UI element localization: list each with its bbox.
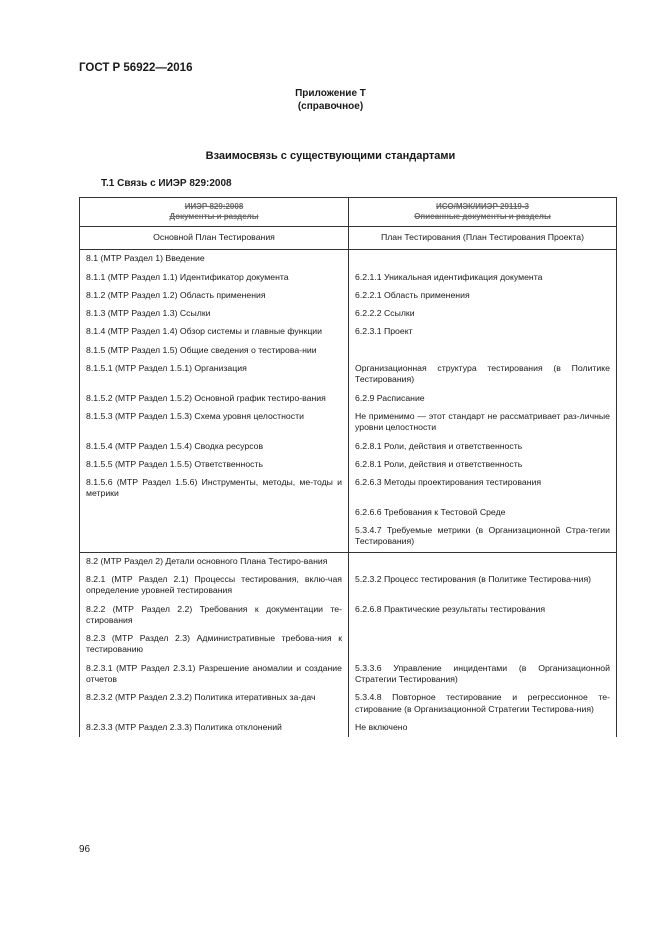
table-row xyxy=(80,342,617,360)
table-row xyxy=(80,504,617,522)
table-cell-right: 5.2.3.2 Процесс тестирования (в Политике Тестирова-ния) xyxy=(349,571,617,601)
table-cell-left: 8.1.5.5 (МТР Раздел 1.5.5) Ответственность xyxy=(80,456,349,474)
table-row xyxy=(80,630,617,660)
table-cell-left: 8.1.5 (МТР Раздел 1.5) Общие сведения о тестирова-нии xyxy=(80,342,349,360)
table-cell-right: 6.2.6.8 Практические результаты тестирования xyxy=(349,601,617,631)
table-cell-left: 8.2.3 (МТР Раздел 2.3) Административные требова-ния к тестированию xyxy=(80,630,349,660)
table-subheader-row xyxy=(80,227,617,250)
table-row xyxy=(80,474,617,504)
table-cell-right: 5.3.4.7 Требуемые метрики (в Организационной Стра-тегии Тестирования) xyxy=(349,522,617,552)
table-cell-left: 8.2.3.3 (МТР Раздел 2.3.3) Политика отклонений xyxy=(80,719,349,737)
table-cell-right: Организационная структура тестирования (в Политике Тестирования) xyxy=(349,360,617,390)
table-cell-left: 8.1.5.4 (МТР Раздел 1.5.4) Сводка ресурсов xyxy=(80,438,349,456)
table-cell-right xyxy=(349,552,617,571)
table-row xyxy=(80,571,617,601)
appendix-title: Приложение Т xyxy=(295,88,366,99)
table-cell-left: 8.2.1 (МТР Раздел 2.1) Процессы тестирования, вклю-чая определение уровней тестирования xyxy=(80,571,349,601)
table-row xyxy=(80,269,617,287)
table-cell-left xyxy=(80,522,349,552)
header-right-line1: ИСО/МЭК/ИИЭР 29119-3 xyxy=(436,202,529,211)
table-cell-left: 8.1.2 (МТР Раздел 1.2) Область применения xyxy=(80,287,349,305)
appendix-subtitle: (справочное) xyxy=(297,101,364,112)
header-right-cell xyxy=(349,198,617,227)
table-cell-right: 6.2.8.1 Роли, действия и ответственность xyxy=(349,456,617,474)
table-cell-left: 8.1.4 (МТР Раздел 1.4) Обзор системы и главные функции xyxy=(80,323,349,341)
table-cell-right: 6.2.2.2 Ссылки xyxy=(349,305,617,323)
subsection-title: Т.1 Связь с ИИЭР 829:2008 xyxy=(101,178,232,189)
table-row xyxy=(80,287,617,305)
table-cell-left: 8.1.1 (МТР Раздел 1.1) Идентификатор документа xyxy=(80,269,349,287)
table-cell-right: 5.3.3.6 Управление инцидентами (в Организационной Стратегии Тестирования) xyxy=(349,660,617,690)
table-cell-right: 6.2.1.1 Уникальная идентификация документа xyxy=(349,269,617,287)
subheader-right-cell: План Тестирования (План Тестирования Проекта) xyxy=(349,227,617,250)
table-cell-right: 6.2.6.3 Методы проектирования тестирования xyxy=(349,474,617,504)
table-cell-left xyxy=(80,504,349,522)
page-number: 96 xyxy=(79,844,91,855)
table-cell-left: 8.1 (МТР Раздел 1) Введение xyxy=(80,250,349,269)
table-cell-left: 8.1.5.1 (МТР Раздел 1.5.1) Организация xyxy=(80,360,349,390)
table-row xyxy=(80,522,617,552)
table-row xyxy=(80,323,617,341)
subheader-left-cell: Основной План Тестирования xyxy=(80,227,349,250)
table-cell-right: Не применимо — этот стандарт не рассматривает раз-личные уровни целостности xyxy=(349,408,617,438)
table-cell-left: 8.1.3 (МТР Раздел 1.3) Ссылки xyxy=(80,305,349,323)
document-code: ГОСТ Р 56922—2016 xyxy=(79,62,193,74)
table-cell-right: 6.2.3.1 Проект xyxy=(349,323,617,341)
table-row xyxy=(80,360,617,390)
table-row xyxy=(80,305,617,323)
header-left-cell xyxy=(80,198,349,227)
table-cell-left: 8.2.3.1 (МТР Раздел 2.3.1) Разрешение аномалии и создание отчетов xyxy=(80,660,349,690)
table-cell-left: 8.1.5.6 (МТР Раздел 1.5.6) Инструменты, методы, ме-тоды и метрики xyxy=(80,474,349,504)
table-cell-left: 8.2.2 (МТР Раздел 2.2) Требования к документации те-стирования xyxy=(80,601,349,631)
table-cell-right xyxy=(349,342,617,360)
table-cell-right xyxy=(349,250,617,269)
table-cell-right: 6.2.8.1 Роли, действия и ответственность xyxy=(349,438,617,456)
table-cell-right: 6.2.2.1 Область применения xyxy=(349,287,617,305)
header-right-line2: Описанные документы и разделы xyxy=(414,212,551,221)
table-cell-left: 8.1.5.2 (МТР Раздел 1.5.2) Основной график тестиро-вания xyxy=(80,390,349,408)
table-row xyxy=(80,552,617,571)
table-row xyxy=(80,390,617,408)
table-row xyxy=(80,250,617,269)
header-left-line2: Документы и разделы xyxy=(169,212,259,221)
header-left-line1: ИИЭР 829:2008 xyxy=(184,202,244,211)
table-header-row xyxy=(80,198,617,227)
table-row xyxy=(80,456,617,474)
table-row xyxy=(80,660,617,690)
table-cell-left: 8.1.5.3 (МТР Раздел 1.5.3) Схема уровня целостности xyxy=(80,408,349,438)
mapping-table xyxy=(79,197,617,737)
table-cell-right: Не включено xyxy=(349,719,617,737)
table-row xyxy=(80,601,617,631)
table-cell-left: 8.2 (МТР Раздел 2) Детали основного Плана Тестиро-вания xyxy=(80,552,349,571)
table-cell-right xyxy=(349,630,617,660)
table-row xyxy=(80,408,617,438)
table-cell-right: 6.2.6.6 Требования к Тестовой Среде xyxy=(349,504,617,522)
table-row xyxy=(80,438,617,456)
table-cell-right: 5.3.4.8 Повторное тестирование и регрессионное те-стирование (в Организационной Стратегии Тестирова-ния) xyxy=(349,689,617,719)
table-row xyxy=(80,689,617,719)
table-cell-left: 8.2.3.2 (МТР Раздел 2.3.2) Политика итеративных за-дач xyxy=(80,689,349,719)
table-row xyxy=(80,719,617,737)
section-title: Взаимосвязь с существующими стандартами xyxy=(205,150,456,162)
table-cell-right: 6.2.9 Расписание xyxy=(349,390,617,408)
